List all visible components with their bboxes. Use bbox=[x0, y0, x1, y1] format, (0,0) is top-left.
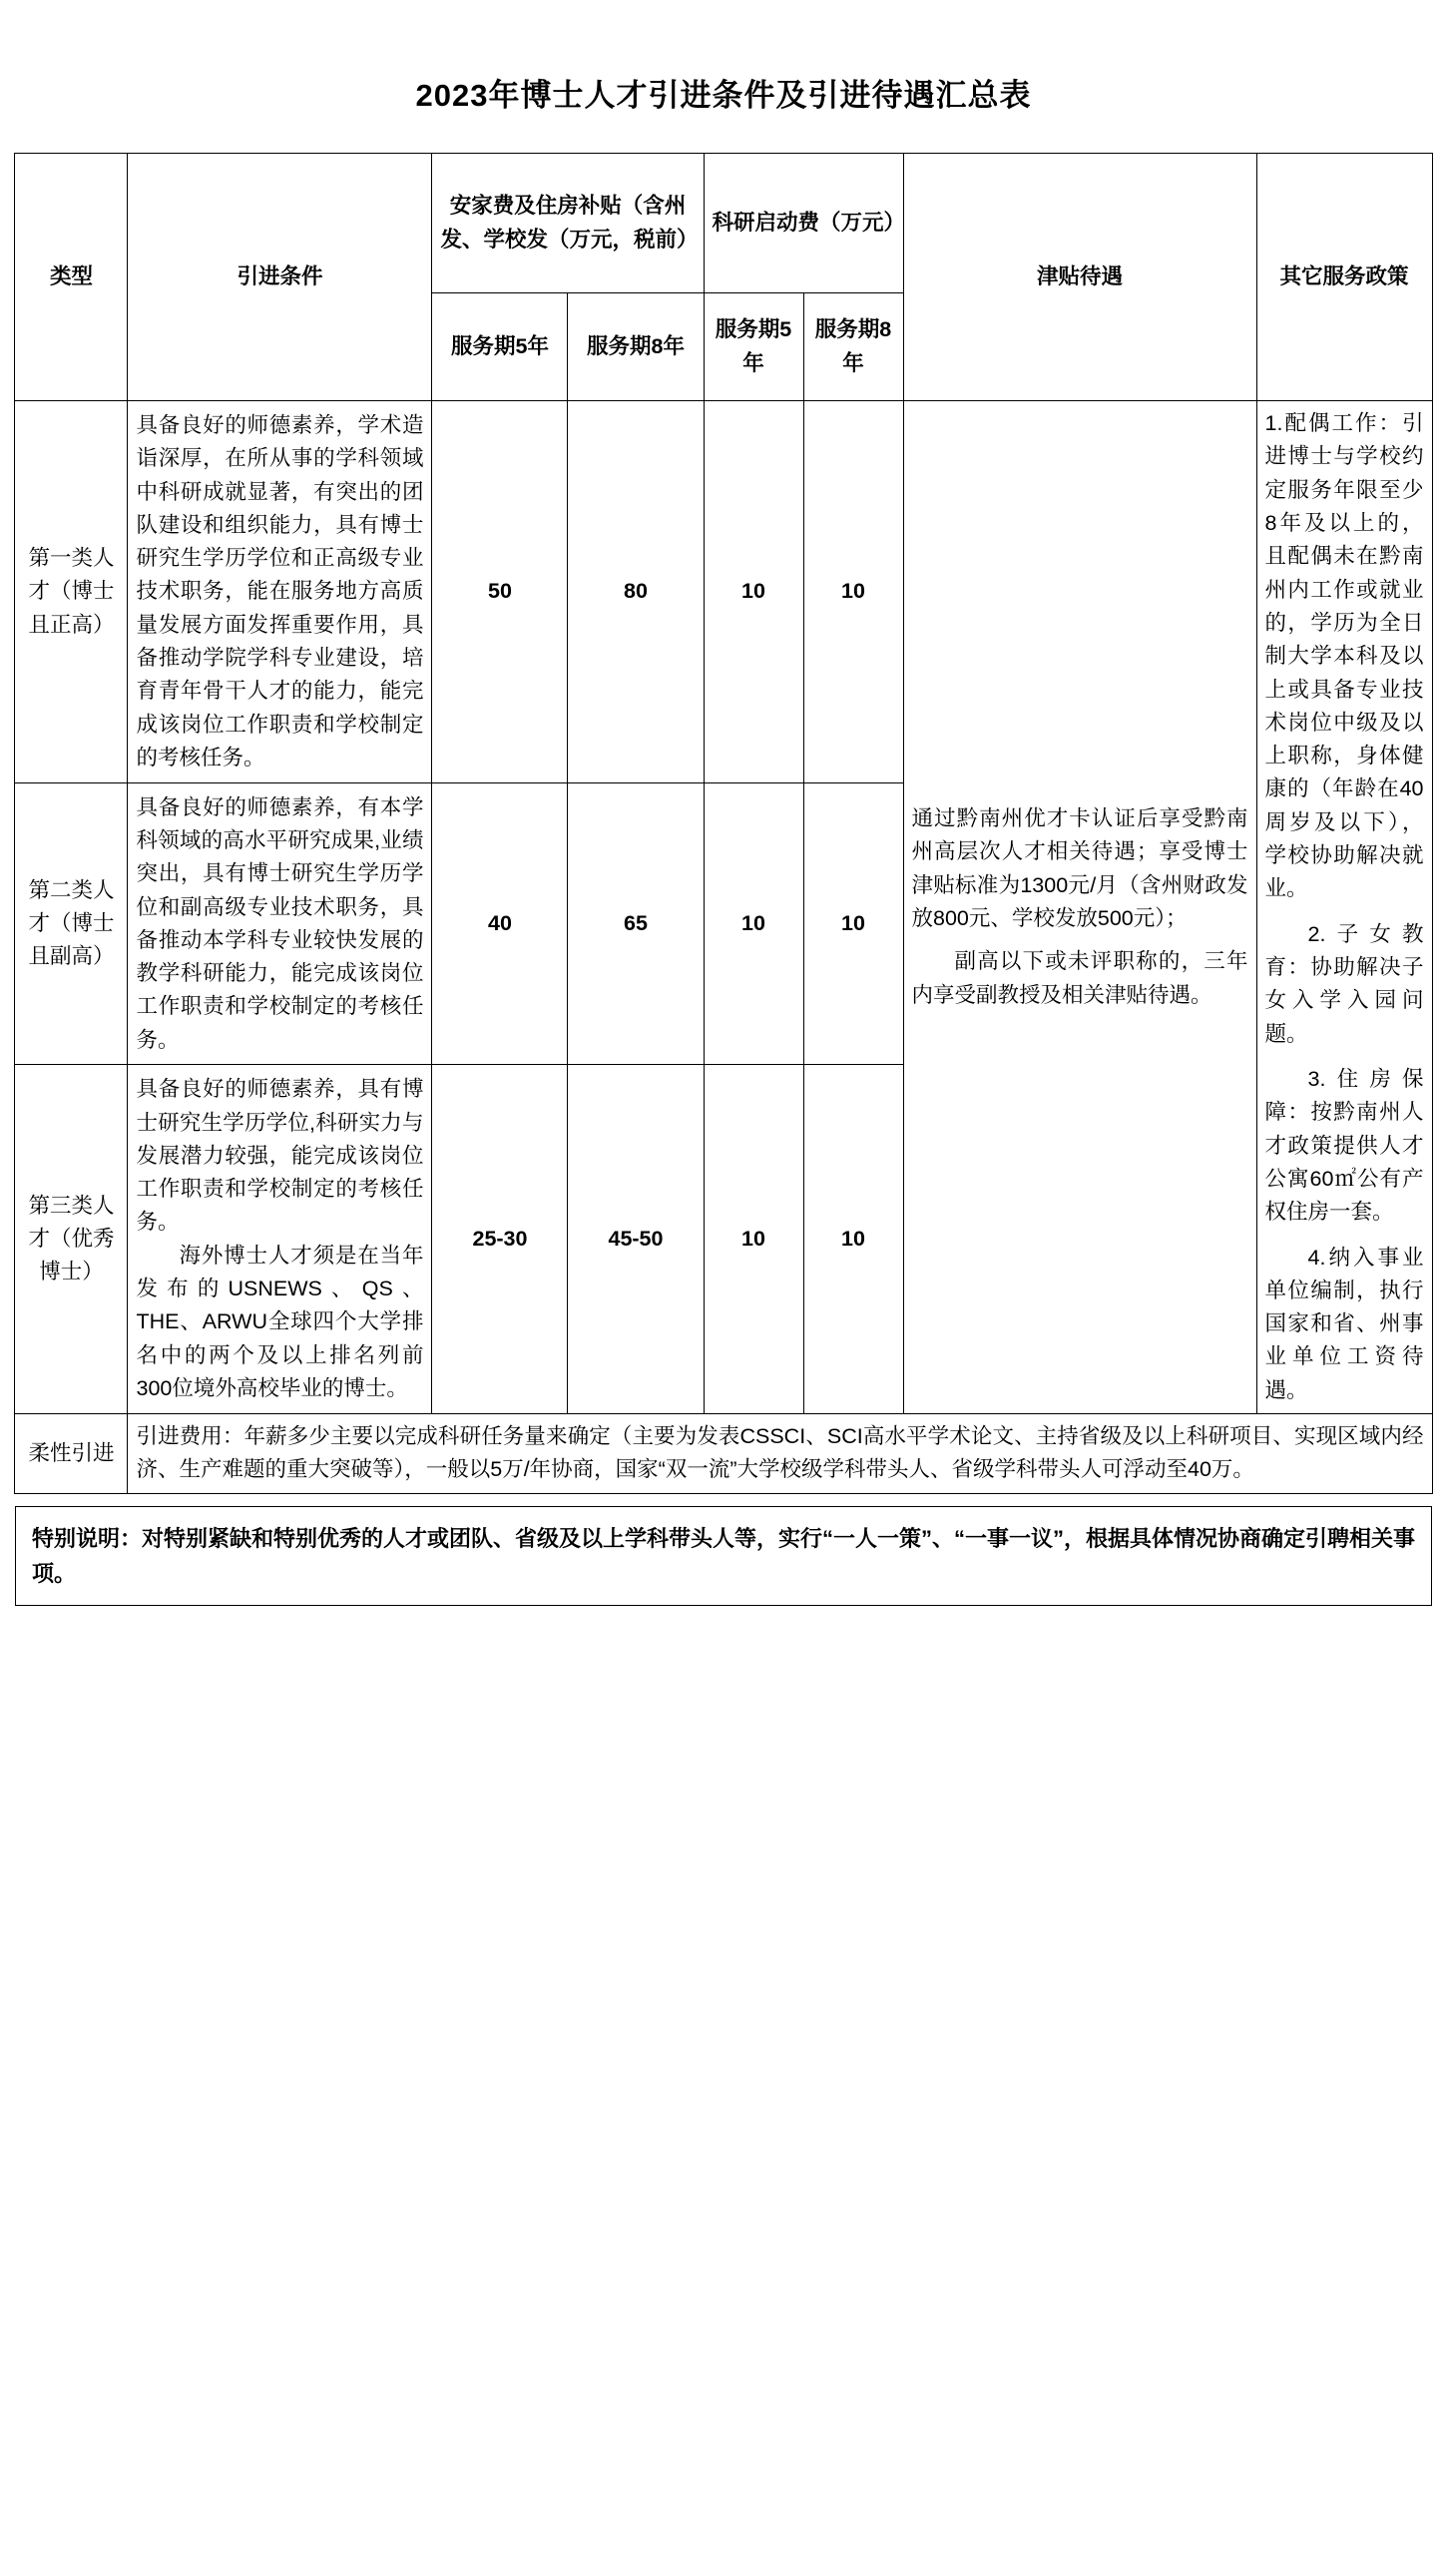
row-research-8y-first: 10 bbox=[803, 401, 903, 783]
special-note-table bbox=[15, 1506, 1432, 1606]
row-research-8y-third: 10 bbox=[803, 1065, 903, 1414]
row-type-first: 第一类人才（博士且正高） bbox=[15, 401, 128, 783]
row-research-5y-second: 10 bbox=[704, 783, 803, 1065]
row-research-5y-first: 10 bbox=[704, 401, 803, 783]
row-condition-first: 具备良好的师德素养，学术造诣深厚，在所从事的学科领域中科研成就显著，有突出的团队建设和组织能力，具有博士研究生学历学位和正高级专业技术职务，能在服务地方高质量发展方面发挥重要作用，具备推动学院学科专业建设，培育青年骨干人才的能力，能完成该岗位工作职责和学校制定的考核任务。 bbox=[128, 401, 432, 783]
header-other-policy: 其它服务政策 bbox=[1256, 154, 1432, 401]
table-header-row-1 bbox=[15, 154, 1432, 293]
other-policy-item-3: 3.住房保障：按黔南州人才政策提供人才公寓60㎡公有产权住房一套。 bbox=[1264, 1066, 1424, 1225]
header-service-5y-settlement: 服务期5年 bbox=[432, 293, 568, 401]
special-note-row bbox=[16, 1506, 1432, 1605]
row-settle-8y-second: 65 bbox=[568, 783, 704, 1065]
row-research-5y-third: 10 bbox=[704, 1065, 803, 1414]
row-settle-8y-third: 45-50 bbox=[568, 1065, 704, 1414]
flexible-label: 柔性引进 bbox=[15, 1414, 128, 1494]
row-type-second: 第二类人才（博士且副高） bbox=[15, 783, 128, 1065]
page-title: 2023年博士人才引进条件及引进待遇汇总表 bbox=[415, 78, 1032, 113]
header-research-group: 科研启动费（万元） bbox=[704, 154, 903, 293]
special-note-text: 特别说明：对特别紧缺和特别优秀的人才或团队、省级及以上学科带头人等，实行“一人一策”、“一事一议”，根据具体情况协商确定引聘相关事项。 bbox=[16, 1506, 1432, 1605]
flexible-text: 引进费用：年薪多少主要以完成科研任务量来确定（主要为发表CSSCI、SCI高水平学术论文、主持省级及以上科研项目、实现区域内经济、生产难题的重大突破等），一般以5万/年协商，国家“双一流”大学校级学科带头人、省级学科带头人可浮动至40万。 bbox=[128, 1414, 1432, 1494]
header-service-8y-settlement: 服务期8年 bbox=[568, 293, 704, 401]
row-condition-third bbox=[128, 1065, 432, 1414]
header-service-8y-research: 服务期8年 bbox=[803, 293, 903, 401]
row-settle-5y-third: 25-30 bbox=[432, 1065, 568, 1414]
allowance-para-2: 副高以下或未评职称的，三年内享受副教授及相关津贴待遇。 bbox=[911, 949, 1248, 1007]
header-type: 类型 bbox=[15, 154, 128, 401]
row-condition-third-extra: 海外博士人才须是在当年发布的USNEWS、QS、THE、ARWU全球四个大学排名中的两个及以上排名列前300位境外高校毕业的博士。 bbox=[136, 1243, 424, 1401]
header-condition: 引进条件 bbox=[128, 154, 432, 401]
bottom-spacer bbox=[0, 1606, 1447, 1666]
row-settle-8y-first: 80 bbox=[568, 401, 704, 783]
row-settle-5y-second: 40 bbox=[432, 783, 568, 1065]
row-type-third: 第三类人才（优秀博士） bbox=[15, 1065, 128, 1414]
other-policy-item-2: 2.子女教育：协助解决子女入学入园问题。 bbox=[1264, 921, 1424, 1046]
row-research-8y-second: 10 bbox=[803, 783, 903, 1065]
table-row-flexible bbox=[15, 1414, 1432, 1494]
header-allowance: 津贴待遇 bbox=[903, 154, 1256, 401]
other-policy-item-4: 4.纳入事业单位编制，执行国家和省、州事业单位工资待遇。 bbox=[1264, 1245, 1424, 1402]
header-service-5y-research: 服务期5年 bbox=[704, 293, 803, 401]
other-policy-cell bbox=[1256, 401, 1432, 1414]
row-condition-third-main: 具备良好的师德素养，具有博士研究生学历学位,科研实力与发展潜力较强，能完成该岗位工作职责和学校制定的考核任务。 bbox=[136, 1077, 424, 1235]
table-row bbox=[15, 401, 1432, 783]
other-policy-item-1: 1.配偶工作：引进博士与学校约定服务年限至少8年及以上的，且配偶未在黔南州内工作或就业的，学历为全日制大学本科及以上或具备专业技术岗位中级及以上职称，身体健康的（年龄在40周岁及以下），学校协助解决就业。 bbox=[1264, 411, 1424, 901]
allowance-para-1: 通过黔南州优才卡认证后享受黔南州高层次人才相关待遇；享受博士津贴标准为1300元/月（含州财政发放800元、学校发放500元）； bbox=[911, 806, 1248, 931]
header-settlement-group: 安家费及住房补贴（含州发、学校发（万元，税前） bbox=[432, 154, 704, 293]
talent-summary-table bbox=[14, 153, 1432, 1494]
allowance-cell bbox=[903, 401, 1256, 1414]
row-settle-5y-first: 50 bbox=[432, 401, 568, 783]
row-condition-second: 具备良好的师德素养，有本学科领域的高水平研究成果,业绩突出，具有博士研究生学历学位和副高级专业技术职务，具备推动本学科专业较快发展的教学科研能力，能完成该岗位工作职责和学校制定的考核任务。 bbox=[128, 783, 432, 1065]
